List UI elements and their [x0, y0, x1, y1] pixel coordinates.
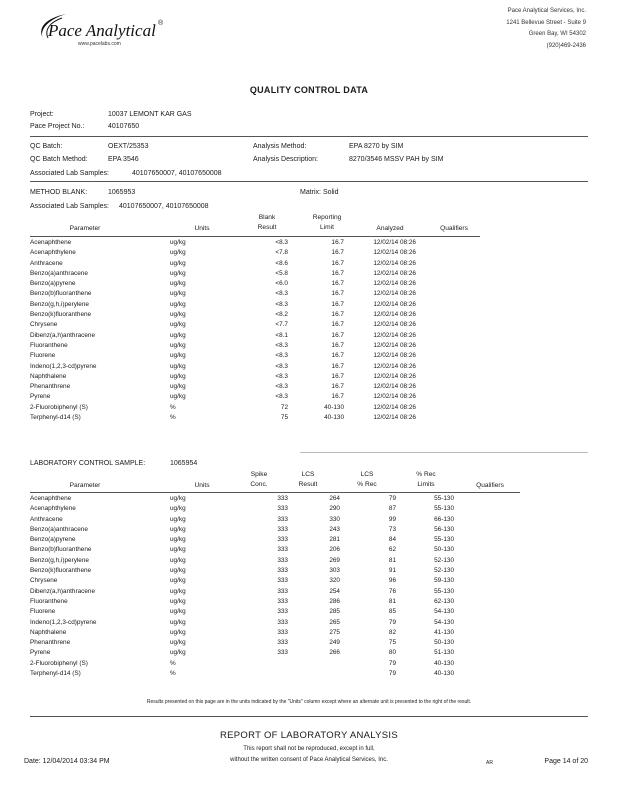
method-blank-row-cell: Benzo(k)fluoranthene — [30, 311, 92, 319]
lcs-row — [28, 597, 456, 607]
method-blank-row-cell: ug/kg — [170, 362, 186, 370]
lcs-row-cell: 269 — [329, 556, 340, 564]
lcs-row-cell: Phenanthrene — [30, 639, 71, 647]
lcs-row-cell: ug/kg — [170, 608, 186, 616]
lcs-row — [28, 607, 456, 617]
method-blank-row-cell: <8.3 — [275, 352, 288, 360]
page-title: QUALITY CONTROL DATA — [249, 85, 369, 95]
lcs-row-cell: ug/kg — [170, 577, 186, 585]
lcs-row-cell: 333 — [277, 628, 288, 636]
method-blank-row-cell: 12/02/14 08:26 — [373, 352, 416, 360]
lcs-row-cell: 79 — [388, 659, 396, 667]
lcs-row-cell: 50-130 — [434, 639, 454, 647]
lcs-row-cell: ug/kg — [170, 495, 186, 502]
mb-header-blank-result: Blank Result — [257, 214, 277, 231]
method-blank-row-cell: <8.3 — [275, 290, 288, 298]
lcs-row-cell: 81 — [388, 597, 396, 605]
lcs-row — [28, 669, 456, 679]
lcs-row-cell: 55-130 — [434, 587, 454, 595]
method-blank-row — [28, 259, 418, 269]
associated-samples-label: Associated Lab Samples: — [30, 170, 109, 177]
lcs-row-cell: Naphthalene — [30, 628, 67, 636]
mb-associated-label: Associated Lab Samples: — [30, 203, 109, 210]
method-blank-row-cell: <8.3 — [275, 372, 288, 380]
lcs-row-cell: 75 — [388, 639, 396, 647]
method-blank-row-cell: 12/02/14 08:26 — [373, 362, 416, 370]
mb-header-rule — [30, 236, 480, 237]
method-blank-row-cell: 16.7 — [331, 372, 344, 380]
lcs-header-rule — [30, 492, 520, 493]
method-blank-row-cell: 16.7 — [331, 362, 344, 370]
method-blank-row-cell: <8.3 — [275, 341, 288, 349]
method-blank-row-cell: ug/kg — [170, 341, 186, 349]
method-blank-row-cell: 16.7 — [331, 331, 344, 339]
lcs-row-cell: 333 — [277, 515, 288, 523]
method-blank-row — [28, 289, 418, 299]
lcs-header-limits: % Rec Limits — [416, 471, 436, 488]
lcs-row-cell: 333 — [277, 536, 288, 544]
method-blank-row-cell: ug/kg — [170, 383, 186, 391]
lcs-row-cell: 99 — [388, 515, 396, 523]
method-blank-row-cell: Indeno(1,2,3-cd)pyrene — [30, 362, 97, 370]
method-blank-row-cell: <5.8 — [275, 269, 288, 277]
method-blank-row-cell: 16.7 — [331, 249, 344, 257]
method-blank-row-cell: Benzo(g,h,i)perylene — [30, 300, 89, 308]
lcs-row — [28, 515, 456, 525]
mb-header-qualifiers: Qualifiers — [440, 225, 468, 232]
method-blank-row-cell: % — [170, 403, 176, 411]
lcs-row-cell: Benzo(g,h,i)perylene — [30, 556, 89, 564]
method-blank-row-cell: 12/02/14 08:26 — [373, 383, 416, 391]
method-blank-row-cell: Acenaphthene — [30, 239, 72, 246]
lcs-row-cell: 91 — [388, 567, 396, 575]
method-blank-row — [28, 382, 418, 392]
method-blank-row — [28, 341, 418, 351]
method-blank-row-cell: 12/02/14 08:26 — [373, 403, 416, 411]
project-label: Project: — [30, 111, 54, 118]
method-blank-row-cell: 12/02/14 08:26 — [373, 280, 416, 288]
lcs-row-cell: Pyrene — [30, 649, 51, 657]
lcs-row — [28, 628, 456, 638]
method-blank-row-cell: <8.3 — [275, 300, 288, 308]
lcs-row-cell: 80 — [388, 649, 396, 657]
lcs-row-cell: 285 — [329, 608, 340, 616]
method-blank-matrix: Matrix: Solid — [300, 189, 339, 196]
divider — [30, 716, 588, 717]
qc-batch-value: OEXT/25353 — [108, 143, 149, 150]
lcs-row-cell: ug/kg — [170, 567, 186, 575]
lcs-row-cell: 76 — [388, 587, 396, 595]
company-logo — [32, 10, 164, 50]
method-blank-row-cell: 16.7 — [331, 393, 344, 401]
method-blank-row — [28, 320, 418, 330]
lcs-row-cell: Anthracene — [30, 515, 63, 523]
lcs-row-cell: ug/kg — [170, 556, 186, 564]
company-city: Green Bay, WI 54302 — [528, 31, 586, 37]
lcs-header-spike-conc: Spike Conc. — [250, 471, 268, 488]
method-blank-row — [28, 310, 418, 320]
method-blank-row — [28, 403, 418, 413]
lcs-table — [28, 494, 456, 679]
pace-project-label: Pace Project No.: — [30, 123, 85, 130]
lcs-row-cell — [240, 669, 290, 679]
pace-project-value: 40107650 — [108, 123, 140, 130]
lcs-row-cell — [290, 659, 342, 669]
lcs-row-cell: Benzo(b)fluoranthene — [30, 546, 92, 554]
method-blank-row-cell: Pyrene — [30, 393, 51, 401]
method-blank-row-cell: ug/kg — [170, 352, 186, 360]
lcs-row-cell: Fluorene — [30, 608, 56, 616]
divider — [30, 181, 588, 182]
lcs-row-cell: 333 — [277, 567, 288, 575]
lcs-row-cell: 333 — [277, 525, 288, 533]
lcs-row-cell: 290 — [329, 505, 340, 513]
method-blank-row-cell: ug/kg — [170, 259, 186, 267]
method-blank-row — [28, 238, 418, 248]
method-blank-row-cell: 40-130 — [324, 403, 344, 411]
lcs-row-cell: 85 — [388, 608, 396, 616]
lcs-row-cell: 55-130 — [434, 495, 454, 502]
lcs-row-cell: 243 — [329, 525, 340, 533]
method-blank-row-cell: 12/02/14 08:26 — [373, 239, 416, 246]
lcs-row-cell: Dibenz(a,h)anthracene — [30, 587, 96, 595]
lcs-row-cell: 333 — [277, 546, 288, 554]
lcs-row-cell: ug/kg — [170, 505, 186, 513]
lcs-row — [28, 587, 456, 597]
analysis-method-label: Analysis Method: — [253, 143, 307, 150]
lcs-row-cell: % — [170, 670, 176, 678]
lcs-row-cell: 333 — [277, 639, 288, 647]
logo-name: Pace Analytical — [48, 21, 156, 40]
method-blank-row-cell: Chrysene — [30, 321, 58, 329]
lcs-row-cell: 333 — [277, 587, 288, 595]
method-blank-row-cell: Acenaphthylene — [30, 249, 76, 257]
lcs-row-cell: 79 — [388, 618, 396, 626]
footer-mark: AR — [486, 760, 493, 766]
method-blank-row — [28, 351, 418, 361]
lcs-row — [28, 535, 456, 545]
lcs-row-cell: ug/kg — [170, 546, 186, 554]
mb-header-reporting-limit: Reporting Limit — [312, 214, 342, 231]
method-blank-row-cell: Benzo(a)pyrene — [30, 280, 76, 288]
lcs-row-cell: 79 — [388, 495, 396, 502]
lcs-row-cell: 59-130 — [434, 577, 454, 585]
lcs-row-cell: % — [170, 659, 176, 667]
lcs-row — [28, 618, 456, 628]
method-blank-row-cell: <6.0 — [275, 280, 288, 288]
report-title: REPORT OF LABORATORY ANALYSIS — [219, 730, 398, 741]
lcs-row-cell: ug/kg — [170, 587, 186, 595]
lcs-row-cell: ug/kg — [170, 515, 186, 523]
lcs-row-cell: 96 — [388, 577, 396, 585]
lcs-row-cell: ug/kg — [170, 618, 186, 626]
method-blank-row-cell: ug/kg — [170, 300, 186, 308]
lcs-row — [28, 659, 456, 669]
lcs-row-cell: 62-130 — [434, 597, 454, 605]
lcs-row-cell: 330 — [329, 515, 340, 523]
lcs-row-cell: 320 — [329, 577, 340, 585]
lcs-id: 1065954 — [170, 460, 198, 467]
method-blank-row-cell: 12/02/14 08:26 — [373, 414, 416, 422]
lcs-row-cell: 266 — [329, 649, 340, 657]
lcs-row-cell: 333 — [277, 608, 288, 616]
lcs-row-cell: 62 — [388, 546, 396, 554]
qc-batch-label: QC Batch: — [30, 143, 63, 150]
lcs-row-cell: ug/kg — [170, 597, 186, 605]
lcs-row-cell: 55-130 — [434, 505, 454, 513]
method-blank-row-cell: ug/kg — [170, 280, 186, 288]
method-blank-row-cell: 12/02/14 08:26 — [373, 290, 416, 298]
lcs-row-cell — [290, 669, 342, 679]
method-blank-row-cell: <8.1 — [275, 331, 288, 339]
method-blank-row — [28, 372, 418, 382]
lcs-row-cell: 286 — [329, 597, 340, 605]
lcs-row-cell: 84 — [388, 536, 396, 544]
lcs-row-cell: Terphenyl-d14 (S) — [30, 670, 81, 678]
lcs-row-cell: 333 — [277, 618, 288, 626]
method-blank-row-cell: 16.7 — [331, 269, 344, 277]
method-blank-row-cell: 12/02/14 08:26 — [373, 249, 416, 257]
lcs-header-qualifiers: Qualifiers — [476, 482, 504, 489]
lcs-row — [28, 525, 456, 535]
method-blank-table — [28, 238, 418, 423]
lcs-row-cell: 40-130 — [434, 670, 454, 678]
lcs-row-cell: 52-130 — [434, 567, 454, 575]
lcs-row-cell: 333 — [277, 505, 288, 513]
footer-date: Date: 12/04/2014 03:34 PM — [24, 758, 110, 765]
qc-method-label: QC Batch Method: — [30, 156, 88, 163]
lcs-row-cell: 281 — [329, 536, 340, 544]
method-blank-row-cell: ug/kg — [170, 311, 186, 319]
method-blank-row-cell: Fluorene — [30, 352, 56, 360]
lcs-row-cell — [240, 659, 290, 669]
divider — [30, 136, 588, 137]
analysis-method-value: EPA 8270 by SIM — [349, 143, 404, 150]
method-blank-row-cell: <7.7 — [275, 321, 288, 329]
method-blank-row-cell: 12/02/14 08:26 — [373, 341, 416, 349]
method-blank-row-cell: 16.7 — [331, 311, 344, 319]
associated-samples-value: 40107650007, 40107650008 — [132, 170, 222, 177]
method-blank-label: METHOD BLANK: — [30, 189, 88, 196]
method-blank-row-cell: 2-Fluorobiphenyl (S) — [30, 403, 88, 411]
analysis-desc-value: 8270/3546 MSSV PAH by SIM — [349, 156, 444, 163]
lcs-row — [28, 556, 456, 566]
method-blank-row-cell: 12/02/14 08:26 — [373, 259, 416, 267]
method-blank-row-cell: Benzo(b)fluoranthene — [30, 290, 92, 298]
company-address-block — [506, 6, 586, 52]
method-blank-row-cell: % — [170, 414, 176, 422]
lcs-row — [28, 648, 456, 658]
lcs-row-cell: 56-130 — [434, 525, 454, 533]
method-blank-row-cell: 75 — [280, 414, 288, 422]
method-blank-row-cell: 16.7 — [331, 280, 344, 288]
method-blank-row-cell: 12/02/14 08:26 — [373, 331, 416, 339]
lcs-row-cell: 54-130 — [434, 618, 454, 626]
method-blank-row — [28, 269, 418, 279]
lcs-row-cell: 87 — [388, 505, 396, 513]
method-blank-row — [28, 413, 418, 423]
lcs-row-cell: 73 — [388, 525, 396, 533]
method-blank-row-cell: 16.7 — [331, 259, 344, 267]
lcs-row — [28, 494, 456, 504]
project-value: 10037 LEMONT KAR GAS — [108, 111, 192, 118]
method-blank-row — [28, 392, 418, 402]
method-blank-row-cell: Naphthalene — [30, 372, 67, 380]
lcs-row-cell: 51-130 — [434, 649, 454, 657]
lcs-row-cell: Fluoranthene — [30, 597, 68, 605]
method-blank-row-cell: 72 — [280, 403, 288, 411]
method-blank-row-cell: ug/kg — [170, 331, 186, 339]
method-blank-row-cell: Phenanthrene — [30, 383, 71, 391]
lcs-header-units: Units — [194, 482, 210, 489]
footer-line-2: without the written consent of Pace Analytical Services, Inc. — [230, 757, 388, 763]
method-blank-id: 1065953 — [108, 189, 136, 196]
lcs-row-cell: ug/kg — [170, 525, 186, 533]
method-blank-row-cell: ug/kg — [170, 393, 186, 401]
lcs-row — [28, 566, 456, 576]
lcs-row-cell: 66-130 — [434, 515, 454, 523]
lcs-row-cell: Benzo(k)fluoranthene — [30, 567, 92, 575]
footer-page: Page 14 of 20 — [544, 758, 588, 765]
lcs-row-cell: 333 — [277, 597, 288, 605]
method-blank-row-cell: 12/02/14 08:26 — [373, 372, 416, 380]
method-blank-row-cell: 12/02/14 08:26 — [373, 321, 416, 329]
lcs-row-cell: 303 — [329, 567, 340, 575]
method-blank-row — [28, 300, 418, 310]
lcs-row-cell: Benzo(a)pyrene — [30, 536, 76, 544]
method-blank-row-cell: Dibenz(a,h)anthracene — [30, 331, 96, 339]
lcs-row-cell: Chrysene — [30, 577, 58, 585]
lcs-row-cell: Indeno(1,2,3-cd)pyrene — [30, 618, 97, 626]
lcs-row-cell: ug/kg — [170, 649, 186, 657]
mb-header-analyzed: Analyzed — [376, 225, 404, 232]
lcs-row — [28, 504, 456, 514]
lcs-row-cell: 50-130 — [434, 546, 454, 554]
company-street: 1241 Bellevue Street - Suite 9 — [506, 19, 586, 26]
method-blank-row-cell: 40-130 — [324, 414, 344, 422]
method-blank-row — [28, 279, 418, 289]
lcs-header-rec: LCS % Rec — [357, 471, 377, 488]
method-blank-row-cell: <8.3 — [275, 383, 288, 391]
method-blank-row-cell: 16.7 — [331, 300, 344, 308]
company-name: Pace Analytical Services, Inc. — [507, 8, 586, 14]
method-blank-row-cell: 16.7 — [331, 321, 344, 329]
lcs-row-cell: Benzo(a)anthracene — [30, 525, 88, 533]
lcs-row-cell: 2-Fluorobiphenyl (S) — [30, 659, 88, 667]
method-blank-row-cell: <8.6 — [275, 259, 288, 267]
lcs-row-cell: Acenaphthene — [30, 495, 72, 502]
footer-line-1: This report shall not be reproduced, except in full, — [243, 746, 375, 752]
lcs-row-cell: 52-130 — [434, 556, 454, 564]
lcs-row-cell: 333 — [277, 495, 288, 502]
method-blank-row-cell: ug/kg — [170, 269, 186, 277]
lcs-header-parameter: Parameter — [69, 482, 101, 489]
method-blank-row-cell: ug/kg — [170, 290, 186, 298]
method-blank-row-cell: 12/02/14 08:26 — [373, 311, 416, 319]
analysis-desc-label: Analysis Description: — [253, 156, 318, 163]
lcs-row-cell: 54-130 — [434, 608, 454, 616]
method-blank-row-cell: 16.7 — [331, 239, 344, 246]
lcs-row-cell: 41-130 — [434, 628, 454, 636]
lcs-row-cell: 254 — [329, 587, 340, 595]
method-blank-row-cell: <7.8 — [275, 249, 288, 257]
qc-method-value: EPA 3546 — [108, 156, 139, 163]
lcs-row-cell: 40-130 — [434, 659, 454, 667]
method-blank-row-cell: Anthracene — [30, 259, 63, 267]
method-blank-row — [28, 248, 418, 258]
lcs-label: LABORATORY CONTROL SAMPLE: — [30, 460, 146, 467]
company-phone: (920)469-2436 — [546, 42, 586, 49]
method-blank-row-cell: <8.3 — [275, 239, 288, 246]
method-blank-row-cell: ug/kg — [170, 239, 186, 246]
lcs-row-cell: 55-130 — [434, 536, 454, 544]
lcs-row — [28, 576, 456, 586]
method-blank-row-cell: 12/02/14 08:26 — [373, 300, 416, 308]
method-blank-row-cell: <8.3 — [275, 393, 288, 401]
method-blank-row-cell: 16.7 — [331, 383, 344, 391]
lcs-row-cell: 333 — [277, 556, 288, 564]
lcs-row — [28, 638, 456, 648]
lcs-row-cell: ug/kg — [170, 536, 186, 544]
units-note: Results presented on this page are in the units indicated by the "Units" column except where an alternate unit is presented to the right of the result. — [146, 699, 472, 705]
method-blank-row-cell: 16.7 — [331, 352, 344, 360]
lcs-row-cell: 82 — [388, 628, 396, 636]
lcs-row-cell: 79 — [388, 670, 396, 678]
lcs-row — [28, 545, 456, 555]
logo-mark-icon: ® — [158, 20, 164, 27]
method-blank-row-cell: ug/kg — [170, 321, 186, 329]
method-blank-row-cell: ug/kg — [170, 372, 186, 380]
method-blank-row-cell: 16.7 — [331, 341, 344, 349]
method-blank-row-cell: 16.7 — [331, 290, 344, 298]
lcs-row-cell: 275 — [329, 628, 340, 636]
lcs-row-cell: 249 — [329, 639, 340, 647]
lcs-row-cell: 265 — [329, 618, 340, 626]
method-blank-row-cell: <8.3 — [275, 362, 288, 370]
divider — [300, 452, 588, 453]
lcs-row-cell: 264 — [329, 495, 340, 502]
method-blank-row-cell: 12/02/14 08:26 — [373, 393, 416, 401]
lcs-header-result: LCS Result — [298, 471, 318, 488]
mb-header-parameter: Parameter — [69, 225, 101, 232]
lcs-row-cell: 206 — [329, 546, 340, 554]
lcs-row-cell: Acenaphthylene — [30, 505, 76, 513]
lcs-row-cell: ug/kg — [170, 639, 186, 647]
method-blank-row — [28, 362, 418, 372]
lcs-row-cell: 333 — [277, 649, 288, 657]
lcs-row-cell: 333 — [277, 577, 288, 585]
logo-url: www.pacelabs.com — [78, 41, 121, 47]
mb-associated-value: 40107650007, 40107650008 — [119, 203, 209, 210]
method-blank-row-cell: 12/02/14 08:26 — [373, 269, 416, 277]
method-blank-row-cell: Benzo(a)anthracene — [30, 269, 88, 277]
lcs-row-cell: 81 — [388, 556, 396, 564]
lcs-row-cell: ug/kg — [170, 628, 186, 636]
method-blank-row-cell: Terphenyl-d14 (S) — [30, 414, 81, 422]
method-blank-row — [28, 331, 418, 341]
method-blank-row-cell: ug/kg — [170, 249, 186, 257]
method-blank-row-cell: <8.2 — [275, 311, 288, 319]
method-blank-row-cell: Fluoranthene — [30, 341, 68, 349]
mb-header-units: Units — [194, 225, 210, 232]
